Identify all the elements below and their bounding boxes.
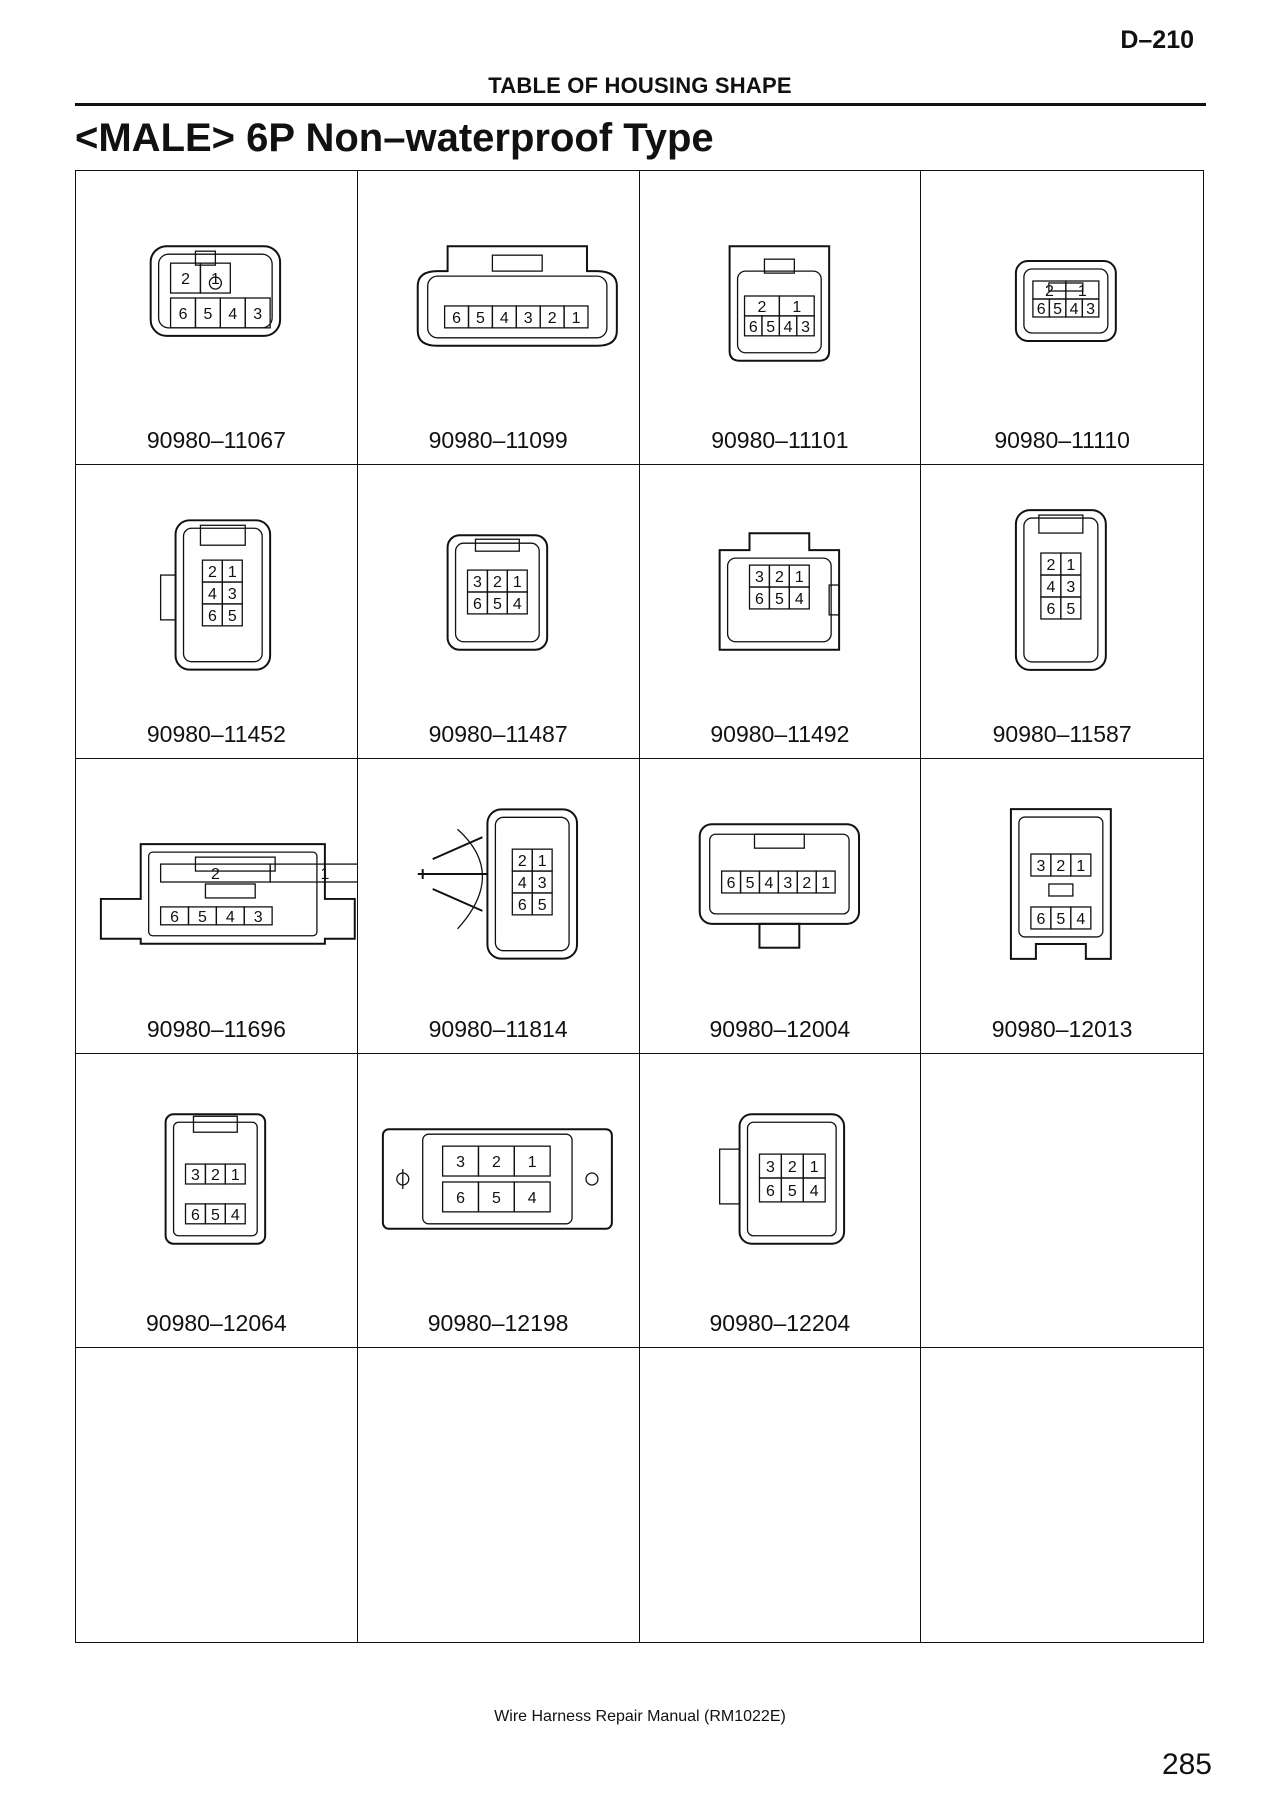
pin-number: 5 — [1066, 601, 1076, 619]
pin-row — [1031, 854, 1091, 876]
part-number: 90980–12198 — [427, 1309, 569, 1336]
pin-number: 5 — [787, 1182, 797, 1200]
pin-row — [442, 1182, 550, 1212]
pin-number: 2 — [1056, 858, 1066, 876]
connector-housing-diagram — [358, 1054, 639, 1304]
pin-row — [759, 1178, 825, 1202]
connector-housing-diagram — [358, 759, 639, 1009]
connector-housing-diagram — [358, 465, 639, 715]
pin-number: 2 — [517, 853, 527, 871]
pin-number: 1 — [1066, 557, 1076, 575]
part-number: 90980–11696 — [146, 1015, 286, 1042]
pin-number: 5 — [745, 875, 754, 893]
connector-cell — [921, 759, 1203, 1053]
connector-cell — [76, 171, 358, 465]
pin-number: 6 — [726, 875, 736, 893]
pin-number: 1 — [1076, 858, 1086, 876]
connector-housing-diagram — [921, 171, 1203, 421]
empty-cell — [358, 1348, 640, 1642]
empty-cell — [921, 1054, 1203, 1348]
pin-number: 6 — [178, 305, 188, 323]
pin-number: 4 — [517, 875, 527, 893]
pin-number: 4 — [499, 309, 509, 327]
pin-number: 5 — [765, 318, 775, 336]
pin-number: 2 — [547, 309, 557, 327]
pin-number: 1 — [527, 1153, 537, 1171]
part-number: 90980–11067 — [146, 427, 286, 454]
connector-housing-diagram — [921, 465, 1203, 715]
part-number: 90980–12004 — [709, 1015, 851, 1042]
connector-cell — [76, 759, 358, 1053]
pin-number: 4 — [1069, 300, 1079, 318]
pin-number: 1 — [1078, 283, 1088, 300]
pin-number: 6 — [754, 591, 764, 609]
pin-number: 3 — [782, 875, 792, 893]
connector-housing-diagram — [76, 759, 357, 1009]
pin-number: 1 — [230, 1166, 240, 1184]
empty-cell — [921, 1348, 1203, 1642]
part-number: 90980–11587 — [992, 721, 1132, 748]
connector-cell — [358, 171, 640, 465]
pin-number: 5 — [537, 897, 547, 915]
pin-number: 6 — [170, 909, 179, 927]
pin-number: 2 — [181, 271, 190, 289]
pin-number: 2 — [774, 569, 784, 587]
connector-cell — [76, 465, 358, 759]
pin-row — [512, 893, 552, 915]
pin-number: 5 — [475, 309, 485, 327]
pin-number: 4 — [512, 596, 522, 614]
pin-row — [186, 1203, 246, 1223]
connector-housing-diagram — [358, 171, 639, 421]
connector-housing-diagram — [640, 465, 921, 715]
pin-number: 4 — [1076, 911, 1086, 929]
pin-number: 6 — [765, 1182, 775, 1200]
pin-number: 1 — [794, 569, 804, 587]
pin-number: 1 — [571, 309, 581, 327]
pin-row — [202, 560, 242, 582]
connector-housing-diagram — [76, 171, 357, 421]
pin-number: 1 — [820, 875, 830, 893]
pin-row — [467, 592, 527, 614]
pin-number: 5 — [492, 596, 502, 614]
pin-number: 2 — [757, 298, 766, 316]
part-number: 90980–11452 — [146, 721, 286, 748]
pin-number: 5 — [203, 305, 213, 323]
pin-number: 3 — [1036, 858, 1046, 876]
pin-number: 4 — [1046, 579, 1056, 597]
part-number: 90980–11492 — [710, 721, 850, 748]
pin-row — [1041, 553, 1081, 575]
pin-number: 3 — [800, 318, 810, 336]
pin-number: 6 — [472, 596, 482, 614]
pin-row — [442, 1146, 550, 1176]
pin-number: 6 — [207, 608, 217, 626]
pin-number: 5 — [210, 1206, 220, 1224]
connector-housing-diagram — [76, 465, 357, 715]
pin-row — [1041, 597, 1081, 619]
pin-number: 6 — [1036, 911, 1046, 929]
connector-cell — [358, 465, 640, 759]
pin-number: 3 — [227, 586, 237, 604]
pin-number: 2 — [787, 1158, 797, 1176]
pin-number: 1 — [320, 866, 330, 884]
header-rule — [75, 103, 1206, 106]
pin-number: 3 — [253, 909, 263, 927]
part-number: 90980–12204 — [709, 1309, 851, 1336]
part-number: 90980–12064 — [146, 1309, 287, 1336]
pin-number: 2 — [1045, 283, 1055, 300]
pin-number: 4 — [230, 1206, 240, 1224]
pin-number: 5 — [1053, 300, 1063, 318]
pin-number: 3 — [765, 1158, 775, 1176]
connector-housing-diagram — [640, 171, 921, 421]
pin-number: 3 — [537, 875, 547, 893]
pin-number: 3 — [253, 305, 263, 323]
connector-cell — [921, 171, 1203, 465]
connector-housing-diagram — [640, 759, 921, 1009]
pin-number: 4 — [763, 875, 773, 893]
pin-number: 2 — [492, 574, 502, 592]
pin-number: 5 — [774, 591, 784, 609]
part-number: 90980–11110 — [994, 427, 1130, 454]
pin-number: 6 — [1036, 300, 1046, 318]
pin-row — [161, 864, 357, 883]
pin-number: 6 — [748, 318, 758, 336]
part-number: 90980–11101 — [711, 427, 849, 454]
pin-number: 1 — [537, 853, 547, 871]
pin-row — [1033, 299, 1099, 318]
pin-number: 2 — [210, 866, 220, 884]
connector-cell — [640, 465, 922, 759]
pin-number: 3 — [472, 574, 482, 592]
pin-row — [161, 907, 273, 926]
part-number: 90980–12013 — [991, 1015, 1133, 1042]
page-number: 285 — [1161, 1748, 1212, 1781]
pin-number: 4 — [783, 318, 793, 336]
pin-row — [1033, 281, 1099, 300]
connector-cell — [76, 1054, 358, 1348]
pin-number: 4 — [225, 909, 235, 927]
pin-number: 5 — [491, 1189, 501, 1207]
part-number: 90980–11814 — [428, 1015, 568, 1042]
pin-number: 3 — [523, 309, 533, 327]
pin-number: 6 — [517, 897, 527, 915]
part-number: 90980–11487 — [428, 721, 568, 748]
connector-housing-diagram — [76, 1054, 357, 1304]
pin-row — [512, 850, 552, 872]
pin-row — [202, 582, 242, 604]
connector-cell — [640, 759, 922, 1053]
pin-number: 5 — [1056, 911, 1066, 929]
pin-number: 2 — [207, 564, 217, 582]
pin-row — [186, 1164, 246, 1184]
pin-number: 3 — [754, 569, 764, 587]
pin-number: 3 — [191, 1166, 200, 1184]
pin-row — [1041, 575, 1081, 597]
pin-number: 5 — [227, 608, 237, 626]
pin-row — [759, 1154, 825, 1178]
pin-number: 5 — [198, 909, 207, 927]
pin-number: 2 — [801, 875, 811, 893]
pin-number: 1 — [809, 1158, 819, 1176]
pin-number: 3 — [1086, 300, 1096, 318]
connector-cell — [640, 171, 922, 465]
pin-number: 2 — [210, 1166, 220, 1184]
connector-housing-diagram — [921, 759, 1203, 1009]
pin-row — [749, 565, 809, 587]
pin-number: 4 — [207, 586, 217, 604]
page-id: D–210 — [1120, 26, 1194, 54]
pin-number: 4 — [794, 591, 804, 609]
pin-row — [467, 570, 527, 592]
pin-number: 1 — [791, 298, 801, 316]
part-number: 90980–11099 — [428, 427, 568, 454]
connector-housing-diagram — [640, 1054, 921, 1304]
pin-number: 2 — [491, 1153, 501, 1171]
pin-row — [744, 296, 814, 316]
connector-cell — [921, 465, 1203, 759]
pin-row — [202, 604, 242, 626]
pin-number: 2 — [1046, 557, 1056, 575]
pin-number: 1 — [512, 574, 522, 592]
pin-row — [721, 871, 834, 893]
pin-number: 6 — [191, 1206, 200, 1224]
pin-row — [749, 587, 809, 609]
connector-cell — [640, 1054, 922, 1348]
pin-number: 3 — [1066, 579, 1076, 597]
pin-number: 6 — [455, 1189, 465, 1207]
empty-cell — [640, 1348, 922, 1642]
pin-row — [744, 316, 814, 336]
footer-manual-title: Wire Harness Repair Manual (RM1022E) — [494, 1708, 786, 1725]
pin-row — [444, 306, 587, 328]
empty-cell — [76, 1348, 358, 1642]
pin-row — [171, 263, 231, 293]
pin-row — [171, 298, 271, 328]
pin-cell — [270, 864, 357, 882]
pin-number: 4 — [527, 1189, 537, 1207]
pin-number: 1 — [210, 271, 220, 289]
connector-cell — [358, 1054, 640, 1348]
pin-number: 6 — [1046, 601, 1056, 619]
pin-number: 4 — [809, 1182, 819, 1200]
pin-number: 6 — [451, 309, 461, 327]
pin-row — [512, 871, 552, 893]
pin-number: 4 — [228, 305, 238, 323]
connector-cell — [358, 759, 640, 1053]
housing-shape-table — [75, 170, 1204, 1643]
pin-row — [1031, 907, 1091, 929]
pin-number: 1 — [227, 564, 237, 582]
page-title: <MALE> 6P Non–waterproof Type — [75, 116, 714, 160]
section-title: TABLE OF HOUSING SHAPE — [488, 73, 792, 98]
pin-number: 3 — [455, 1153, 465, 1171]
